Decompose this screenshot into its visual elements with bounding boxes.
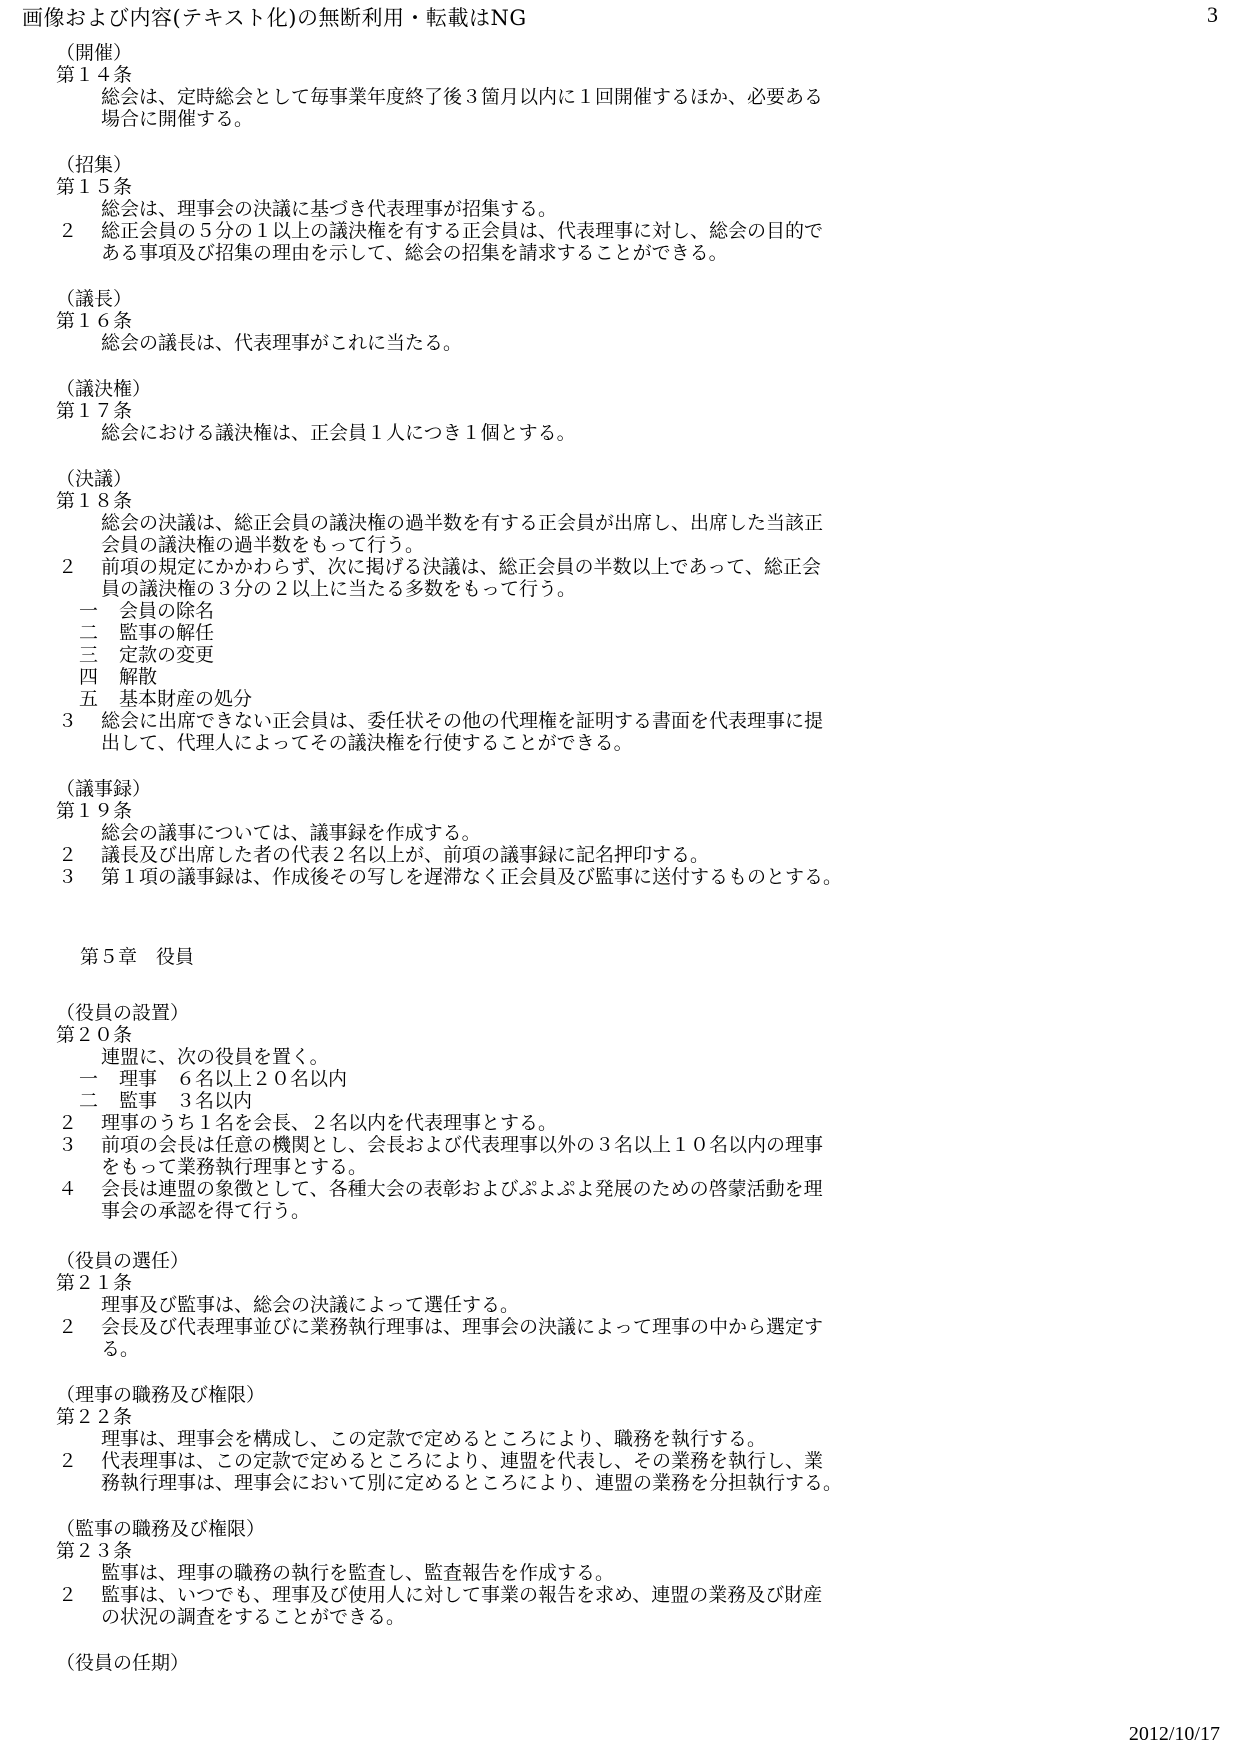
paragraph-text: ある事項及び招集の理由を示して、総会の招集を請求することができる。: [101, 242, 728, 264]
article-text: 総会は、定時総会として毎事業年度終了後３箇月以内に１回開催するほか、必要ある: [101, 86, 824, 108]
article-caption: （議事録）: [56, 778, 152, 800]
paragraph-text: 務執行理事は、理事会において別に定めるところにより、連盟の業務を分担執行する。: [101, 1472, 843, 1494]
article-number: 第２１条: [56, 1272, 133, 1294]
article-text: 総会の議長は、代表理事がこれに当たる。: [101, 332, 463, 354]
article-number: 第１７条: [56, 400, 133, 422]
list-item: [79, 600, 214, 622]
list-item: [79, 1068, 347, 1090]
list-item: [79, 688, 252, 710]
paragraph-text: をもって業務執行理事とする。: [101, 1156, 368, 1178]
paragraph-text: 総正会員の５分の１以上の議決権を有する正会員は、代表理事に対し、総会の目的で: [101, 220, 824, 242]
paragraph-marker: ２: [58, 220, 78, 242]
article-text: 場合に開催する。: [101, 108, 254, 130]
paragraph-marker: ３: [58, 710, 78, 732]
list-item-number: 一: [79, 600, 99, 622]
list-item-number: 一: [79, 1068, 99, 1090]
article-text: 連盟に、次の役員を置く。: [101, 1046, 329, 1068]
list-item-text: 監事 ３名以内: [119, 1090, 253, 1112]
list-item-text: 理事 ６名以上２０名以内: [119, 1068, 348, 1090]
paragraph-text: 前項の規定にかかわらず、次に掲げる決議は、総正会員の半数以上であって、総正会: [101, 556, 821, 578]
article-caption: （招集）: [56, 154, 133, 176]
article-caption: （役員の選任）: [56, 1250, 190, 1272]
paragraph-marker: ２: [58, 1450, 78, 1472]
list-item-text: 監事の解任: [119, 622, 215, 644]
paragraph-marker: ２: [58, 844, 78, 866]
paragraph-text: 理事のうち１名を会長、２名以内を代表理事とする。: [101, 1112, 558, 1134]
list-item: [79, 622, 214, 644]
paragraph-marker: ４: [58, 1178, 78, 1200]
article-caption: （開催）: [56, 42, 133, 64]
footer-date: 2012/10/17: [1128, 1723, 1220, 1745]
article-number: 第１５条: [56, 176, 133, 198]
list-item-number: 二: [79, 622, 99, 644]
list-item: [79, 1090, 252, 1112]
article-number: 第２０条: [56, 1024, 133, 1046]
article-caption: （役員の設置）: [56, 1002, 190, 1024]
article-caption: （議決権）: [56, 378, 152, 400]
paragraph-text: 議長及び出席した者の代表２名以上が、前項の議事録に記名押印する。: [101, 844, 710, 866]
page-number: 3: [1207, 2, 1218, 27]
article-number: 第１９条: [56, 800, 133, 822]
list-item-number: 二: [79, 1090, 99, 1112]
chapter-title: 第５章 役員: [80, 946, 195, 968]
article-text: 理事は、理事会を構成し、この定款で定めるところにより、職務を執行する。: [101, 1428, 767, 1450]
list-item-text: 基本財産の処分: [119, 688, 253, 710]
paragraph-text: 第１項の議事録は、作成後その写しを遅滞なく正会員及び監事に送付するものとする。: [101, 866, 843, 888]
list-item-number: 五: [79, 688, 99, 710]
article-number: 第２３条: [56, 1540, 133, 1562]
list-item-number: 三: [79, 644, 99, 666]
article-text: 総会の議事については、議事録を作成する。: [101, 822, 481, 844]
paragraph-text: の状況の調査をすることができる。: [101, 1606, 406, 1628]
paragraph-marker: ２: [58, 1584, 78, 1606]
paragraph-marker: ２: [58, 1112, 78, 1134]
paragraph-marker: ２: [58, 556, 78, 578]
article-text: 会員の議決権の過半数をもって行う。: [101, 534, 425, 556]
list-item-number: 四: [79, 666, 99, 688]
paragraph-text: 会長は連盟の象徴として、各種大会の表彰およびぷよぷよ発展のための啓蒙活動を理: [101, 1178, 823, 1200]
paragraph-marker: ３: [58, 1134, 78, 1156]
paragraph-text: 出して、代理人によってその議決権を行使することができる。: [101, 732, 633, 754]
paragraph-text: 事会の承認を得て行う。: [101, 1200, 311, 1222]
paragraph-marker: ３: [58, 866, 78, 888]
article-number: 第２２条: [56, 1406, 133, 1428]
article-text: 総会は、理事会の決議に基づき代表理事が招集する。: [101, 198, 558, 220]
paragraph-text: 総会に出席できない正会員は、委任状その他の代理権を証明する書面を代表理事に提: [101, 710, 824, 732]
article-text: 総会における議決権は、正会員１人につき１個とする。: [101, 422, 576, 444]
list-item: [79, 644, 214, 666]
article-caption: （監事の職務及び権限）: [56, 1518, 266, 1540]
article-number: 第１４条: [56, 64, 133, 86]
paragraph-text: 代表理事は、この定款で定めるところにより、連盟を代表し、その業務を執行し、業: [101, 1450, 824, 1472]
paragraph-text: 前項の会長は任意の機関とし、会長および代表理事以外の３名以上１０名以内の理事: [101, 1134, 824, 1156]
article-number: 第１６条: [56, 310, 133, 332]
header-title: 画像および内容(テキスト化)の無断利用・転載はNG: [22, 6, 527, 30]
paragraph-text: 員の議決権の３分の２以上に当たる多数をもって行う。: [101, 578, 577, 600]
article-text: 監事は、理事の職務の執行を監査し、監査報告を作成する。: [101, 1562, 615, 1584]
paragraph-text: る。: [101, 1338, 140, 1360]
article-caption: （議長）: [56, 288, 133, 310]
list-item-text: 解散: [119, 666, 158, 688]
paragraph-marker: ２: [58, 1316, 78, 1338]
list-item: [79, 666, 157, 688]
article-caption: （理事の職務及び権限）: [56, 1384, 266, 1406]
article-number: 第１８条: [56, 490, 133, 512]
paragraph-text: 会長及び代表理事並びに業務執行理事は、理事会の決議によって理事の中から選定す: [101, 1316, 824, 1338]
article-caption: （決議）: [56, 468, 133, 490]
paragraph-text: 監事は、いつでも、理事及び使用人に対して事業の報告を求め、連盟の業務及び財産: [101, 1584, 823, 1606]
article-text: 総会の決議は、総正会員の議決権の過半数を有する正会員が出席し、出席した当該正: [101, 512, 824, 534]
article-caption: （役員の任期）: [56, 1652, 190, 1674]
list-item-text: 定款の変更: [119, 644, 215, 666]
article-text: 理事及び監事は、総会の決議によって選任する。: [101, 1294, 520, 1316]
list-item-text: 会員の除名: [119, 600, 215, 622]
